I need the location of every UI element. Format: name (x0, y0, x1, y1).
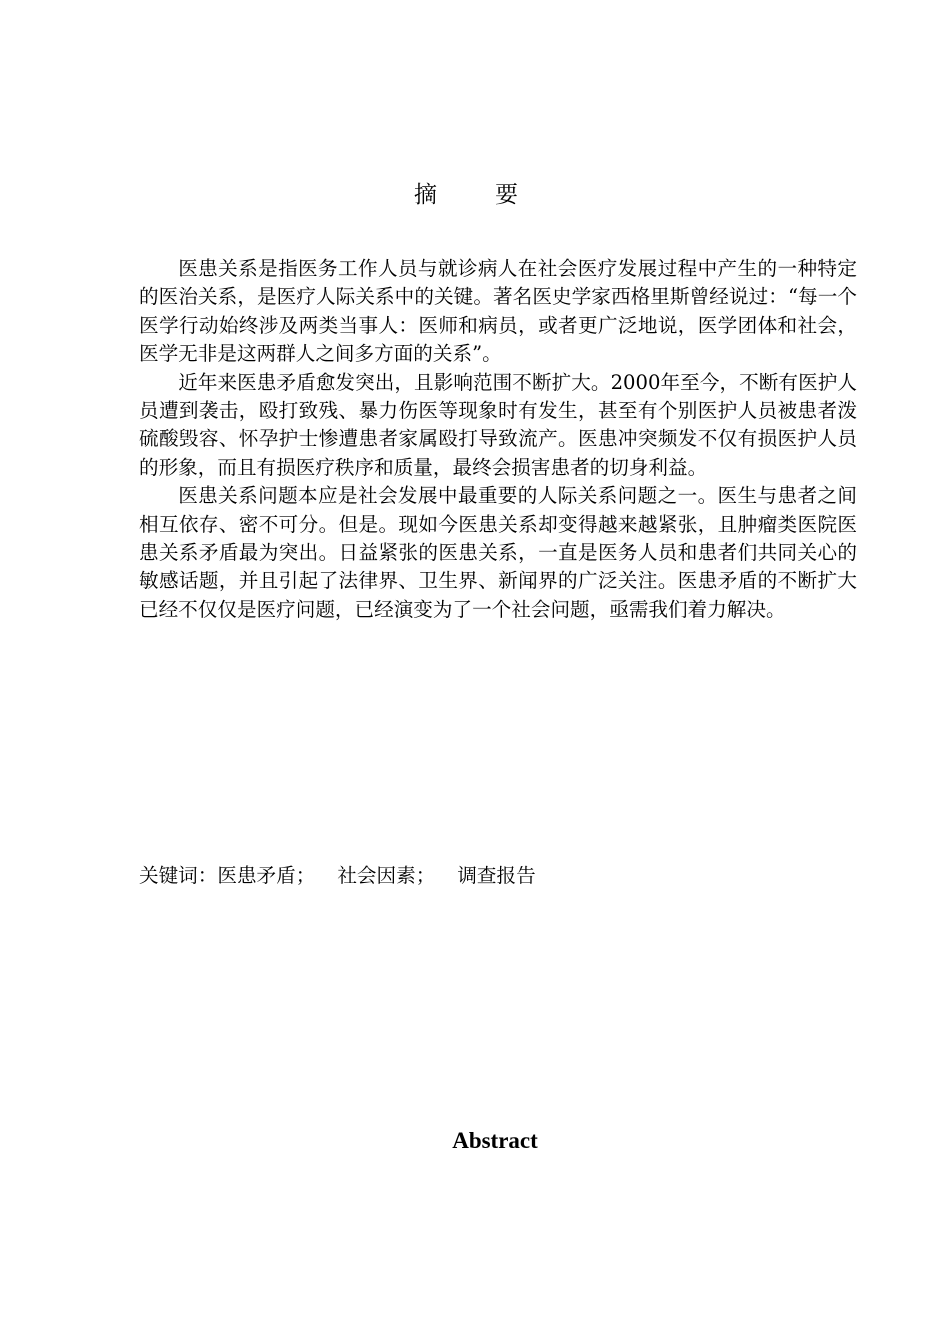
keywords-line (139, 861, 536, 891)
abstract-title-english: Abstract (452, 1128, 538, 1153)
abstract-paragraph-2: 近年来医患矛盾愈发突出，且影响范围不断扩大。2000年至今，不断有医护人员遭到袭击，殴打致残、暴力伤医等现象时有发生，甚至有个别医护人员被患者泼硫酸毁容、怀孕护士惨遭患者家属殴打导致流产。医患冲突频发不仅有损医护人员的形象，而且有损医疗秩序和质量，最终会损害患者的切身利益。 (139, 370, 857, 479)
abstract-title-chinese: 摘要 (414, 182, 576, 208)
keyword-item: 社会因素； (337, 864, 436, 887)
keyword-item: 医患矛盾； (217, 864, 316, 887)
abstract-paragraph-3: 医患关系问题本应是社会发展中最重要的人际关系问题之一。医生与患者之间相互依存、密不可分。但是。现如今医患关系却变得越来越紧张，且肿瘤类医院医患关系矛盾最为突出。日益紧张的医患关系，一直是医务人员和患者们共同关心的敏感话题，并且引起了法律界、卫生界、新闻界的广泛关注。医患矛盾的不断扩大已经不仅仅是医疗问题，已经演变为了一个社会问题，亟需我们着力解决。 (139, 484, 857, 621)
abstract-paragraph-1: 医患关系是指医务工作人员与就诊病人在社会医疗发展过程中产生的一种特定的医治关系，是医疗人际关系中的关键。著名医史学家西格里斯曾经说过：“每一个医学行动始终涉及两类当事人：医师和病员，或者更广泛地说，医学团体和社会，医学无非是这两群人之间多方面的关系”。 (139, 257, 857, 366)
keywords-label: 关键词： (139, 864, 218, 887)
keyword-item: 调查报告 (457, 864, 536, 887)
abstract-body (139, 255, 857, 624)
